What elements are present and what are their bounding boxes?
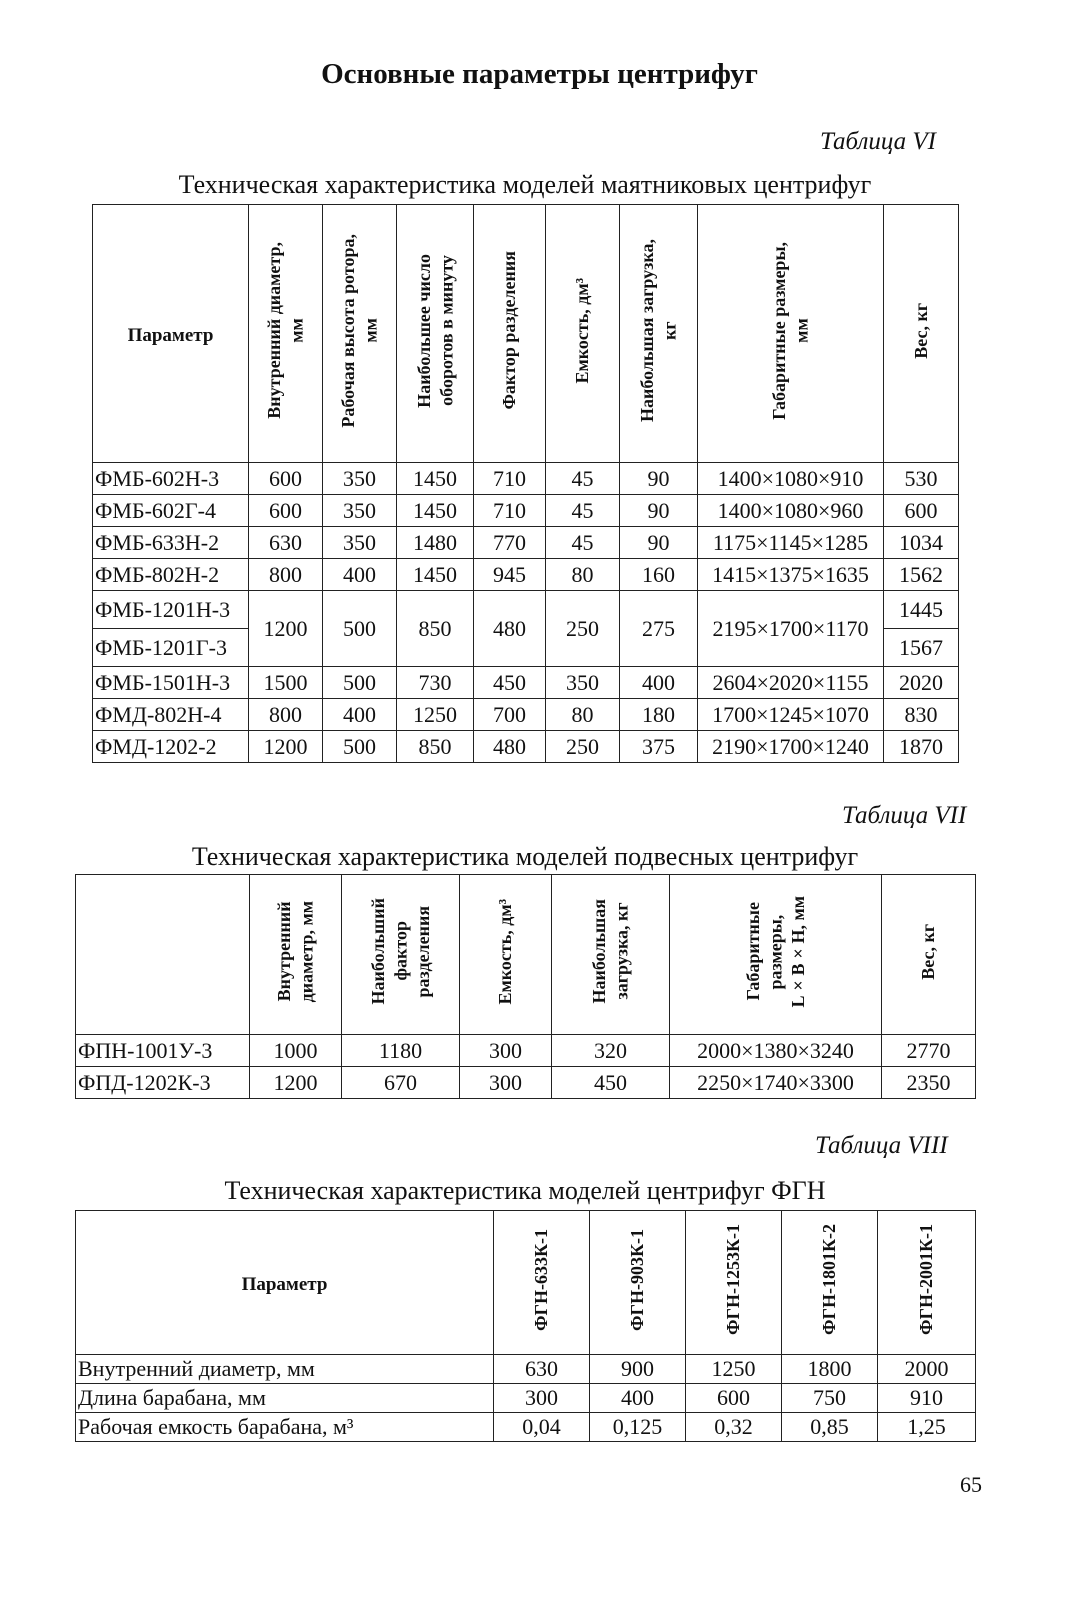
cell: 600 xyxy=(686,1384,782,1413)
cell: 1175×1145×1285 xyxy=(698,527,884,559)
cell: 770 xyxy=(474,527,546,559)
cell: 2604×2020×1155 xyxy=(698,667,884,699)
cell: 2195×1700×1170 xyxy=(698,591,884,667)
model-name: ФМД-802Н-4 xyxy=(93,699,249,731)
cell: 45 xyxy=(546,495,620,527)
cell: 1445 xyxy=(884,591,959,629)
cell: 630 xyxy=(494,1355,590,1384)
table-row xyxy=(76,1413,976,1442)
table8-header-model: ФГН-2001К-1 xyxy=(878,1211,976,1355)
cell: 1800 xyxy=(782,1355,878,1384)
cell: 710 xyxy=(474,463,546,495)
table6-header-max-load: Наибольшая загрузка, кг xyxy=(620,205,698,463)
model-name: ФМД-1202-2 xyxy=(93,731,249,763)
table7-header-max-load: Наибольшая загрузка, кг xyxy=(552,875,670,1035)
table6-header-capacity: Емкость, дм³ xyxy=(546,205,620,463)
cell: 2250×1740×3300 xyxy=(670,1067,882,1099)
param-name: Внутренний диаметр, мм xyxy=(76,1355,494,1384)
table6-header-inner-diameter: Внутренний диаметр, мм xyxy=(249,205,323,463)
cell: 500 xyxy=(323,731,397,763)
cell: 2190×1700×1240 xyxy=(698,731,884,763)
table8-header-model: ФГН-903К-1 xyxy=(590,1211,686,1355)
cell: 160 xyxy=(620,559,698,591)
cell: 850 xyxy=(397,591,474,667)
cell: 1,25 xyxy=(878,1413,976,1442)
model-name: ФПН-1001У-3 xyxy=(76,1035,250,1067)
cell: 1450 xyxy=(397,559,474,591)
model-name: ФМБ-1201Н-3 xyxy=(93,591,249,629)
cell: 250 xyxy=(546,731,620,763)
cell: 480 xyxy=(474,731,546,763)
cell: 1480 xyxy=(397,527,474,559)
cell: 600 xyxy=(249,463,323,495)
table8-header-model: ФГН-1801К-2 xyxy=(782,1211,878,1355)
table8-header-param: Параметр xyxy=(76,1211,494,1355)
table7-header-capacity: Емкость, дм³ xyxy=(460,875,552,1035)
cell: 500 xyxy=(323,667,397,699)
table-row xyxy=(93,667,959,699)
cell: 700 xyxy=(474,699,546,731)
cell: 1415×1375×1635 xyxy=(698,559,884,591)
cell: 400 xyxy=(620,667,698,699)
cell: 1500 xyxy=(249,667,323,699)
table6-header-weight: Вес, кг xyxy=(884,205,959,463)
cell: 45 xyxy=(546,463,620,495)
cell: 730 xyxy=(397,667,474,699)
table-row xyxy=(93,495,959,527)
cell: 1562 xyxy=(884,559,959,591)
cell: 1400×1080×910 xyxy=(698,463,884,495)
cell: 350 xyxy=(323,495,397,527)
table6 xyxy=(92,204,959,763)
cell: 250 xyxy=(546,591,620,667)
cell: 1250 xyxy=(686,1355,782,1384)
cell: 1200 xyxy=(250,1067,342,1099)
table7-header-weight: Вес, кг xyxy=(882,875,976,1035)
page-number: 65 xyxy=(960,1472,982,1497)
cell: 90 xyxy=(620,495,698,527)
table6-caption: Техническая характеристика моделей маятниковых центрифуг xyxy=(178,170,872,199)
cell: 400 xyxy=(323,699,397,731)
table7-header-blank xyxy=(76,875,250,1035)
table-row xyxy=(93,699,959,731)
cell: 0,32 xyxy=(686,1413,782,1442)
table6-header-separation-factor: Фактор разделения xyxy=(474,205,546,463)
cell: 350 xyxy=(323,527,397,559)
cell: 670 xyxy=(342,1067,460,1099)
table-row xyxy=(76,1035,976,1067)
table-row xyxy=(76,1067,976,1099)
cell: 1450 xyxy=(397,495,474,527)
table-row xyxy=(93,559,959,591)
table8-header-model: ФГН-633К-1 xyxy=(494,1211,590,1355)
cell: 2770 xyxy=(882,1035,976,1067)
cell: 320 xyxy=(552,1035,670,1067)
cell: 830 xyxy=(884,699,959,731)
cell: 2020 xyxy=(884,667,959,699)
cell: 900 xyxy=(590,1355,686,1384)
cell: 275 xyxy=(620,591,698,667)
cell: 2000×1380×3240 xyxy=(670,1035,882,1067)
cell: 1200 xyxy=(249,731,323,763)
model-name: ФМБ-602Н-3 xyxy=(93,463,249,495)
param-name: Длина барабана, мм xyxy=(76,1384,494,1413)
cell: 1700×1245×1070 xyxy=(698,699,884,731)
table8 xyxy=(75,1210,976,1442)
cell: 1034 xyxy=(884,527,959,559)
cell: 530 xyxy=(884,463,959,495)
cell: 1250 xyxy=(397,699,474,731)
table-row xyxy=(76,1355,976,1384)
cell: 1180 xyxy=(342,1035,460,1067)
cell: 45 xyxy=(546,527,620,559)
cell: 300 xyxy=(460,1067,552,1099)
table-row xyxy=(93,591,959,629)
model-name: ФМБ-602Г-4 xyxy=(93,495,249,527)
cell: 910 xyxy=(878,1384,976,1413)
cell: 2000 xyxy=(878,1355,976,1384)
cell: 1870 xyxy=(884,731,959,763)
cell: 480 xyxy=(474,591,546,667)
table6-header-rotor-height: Рабочая высота ротора, мм xyxy=(323,205,397,463)
table6-header-row xyxy=(93,205,959,463)
cell: 710 xyxy=(474,495,546,527)
model-name: ФМБ-802Н-2 xyxy=(93,559,249,591)
cell: 375 xyxy=(620,731,698,763)
table6-header-max-rpm: Наибольшее число оборотов в минуту xyxy=(397,205,474,463)
cell: 500 xyxy=(323,591,397,667)
cell: 350 xyxy=(323,463,397,495)
table-row xyxy=(93,463,959,495)
cell: 600 xyxy=(884,495,959,527)
cell: 800 xyxy=(249,559,323,591)
table7-caption: Техническая характеристика моделей подвесных центрифуг xyxy=(191,842,859,871)
cell: 400 xyxy=(590,1384,686,1413)
cell: 850 xyxy=(397,731,474,763)
cell: 945 xyxy=(474,559,546,591)
cell: 180 xyxy=(620,699,698,731)
table7 xyxy=(75,874,976,1099)
cell: 800 xyxy=(249,699,323,731)
table7-header-row xyxy=(76,875,976,1035)
table7-header-inner-diameter: Внутренний диаметр, мм xyxy=(250,875,342,1035)
table7-number: Таблица VII xyxy=(842,802,967,829)
cell: 1200 xyxy=(249,591,323,667)
table8-caption: Техническая характеристика моделей центрифуг ФГН xyxy=(224,1176,826,1205)
table-row xyxy=(76,1384,976,1413)
cell: 0,85 xyxy=(782,1413,878,1442)
cell: 400 xyxy=(323,559,397,591)
table8-header-row xyxy=(76,1211,976,1355)
cell: 1567 xyxy=(884,629,959,667)
cell: 80 xyxy=(546,699,620,731)
cell: 90 xyxy=(620,463,698,495)
table-row xyxy=(93,527,959,559)
page-title: Основные параметры центрифуг xyxy=(321,58,758,90)
table6-header-dimensions: Габаритные размеры, мм xyxy=(698,205,884,463)
param-name: Рабочая емкость барабана, м³ xyxy=(76,1413,494,1442)
cell: 1000 xyxy=(250,1035,342,1067)
table7-header-dimensions: Габаритные размеры, L×B×H, мм xyxy=(670,875,882,1035)
table8-number: Таблица VIII xyxy=(815,1132,948,1159)
cell: 1450 xyxy=(397,463,474,495)
cell: 0,04 xyxy=(494,1413,590,1442)
cell: 1400×1080×960 xyxy=(698,495,884,527)
cell: 80 xyxy=(546,559,620,591)
cell: 600 xyxy=(249,495,323,527)
model-name: ФМБ-1501Н-3 xyxy=(93,667,249,699)
table7-header-separation-factor: Наибольший фактор разделения xyxy=(342,875,460,1035)
cell: 630 xyxy=(249,527,323,559)
table6-number: Таблица VI xyxy=(820,128,937,155)
cell: 750 xyxy=(782,1384,878,1413)
table6-header-param: Параметр xyxy=(93,205,249,463)
cell: 0,125 xyxy=(590,1413,686,1442)
cell: 450 xyxy=(552,1067,670,1099)
model-name: ФМБ-1201Г-3 xyxy=(93,629,249,667)
model-name: ФМБ-633Н-2 xyxy=(93,527,249,559)
table-row xyxy=(93,731,959,763)
cell: 450 xyxy=(474,667,546,699)
model-name: ФПД-1202К-3 xyxy=(76,1067,250,1099)
cell: 350 xyxy=(546,667,620,699)
cell: 300 xyxy=(460,1035,552,1067)
table8-header-model: ФГН-1253К-1 xyxy=(686,1211,782,1355)
cell: 300 xyxy=(494,1384,590,1413)
cell: 90 xyxy=(620,527,698,559)
cell: 2350 xyxy=(882,1067,976,1099)
